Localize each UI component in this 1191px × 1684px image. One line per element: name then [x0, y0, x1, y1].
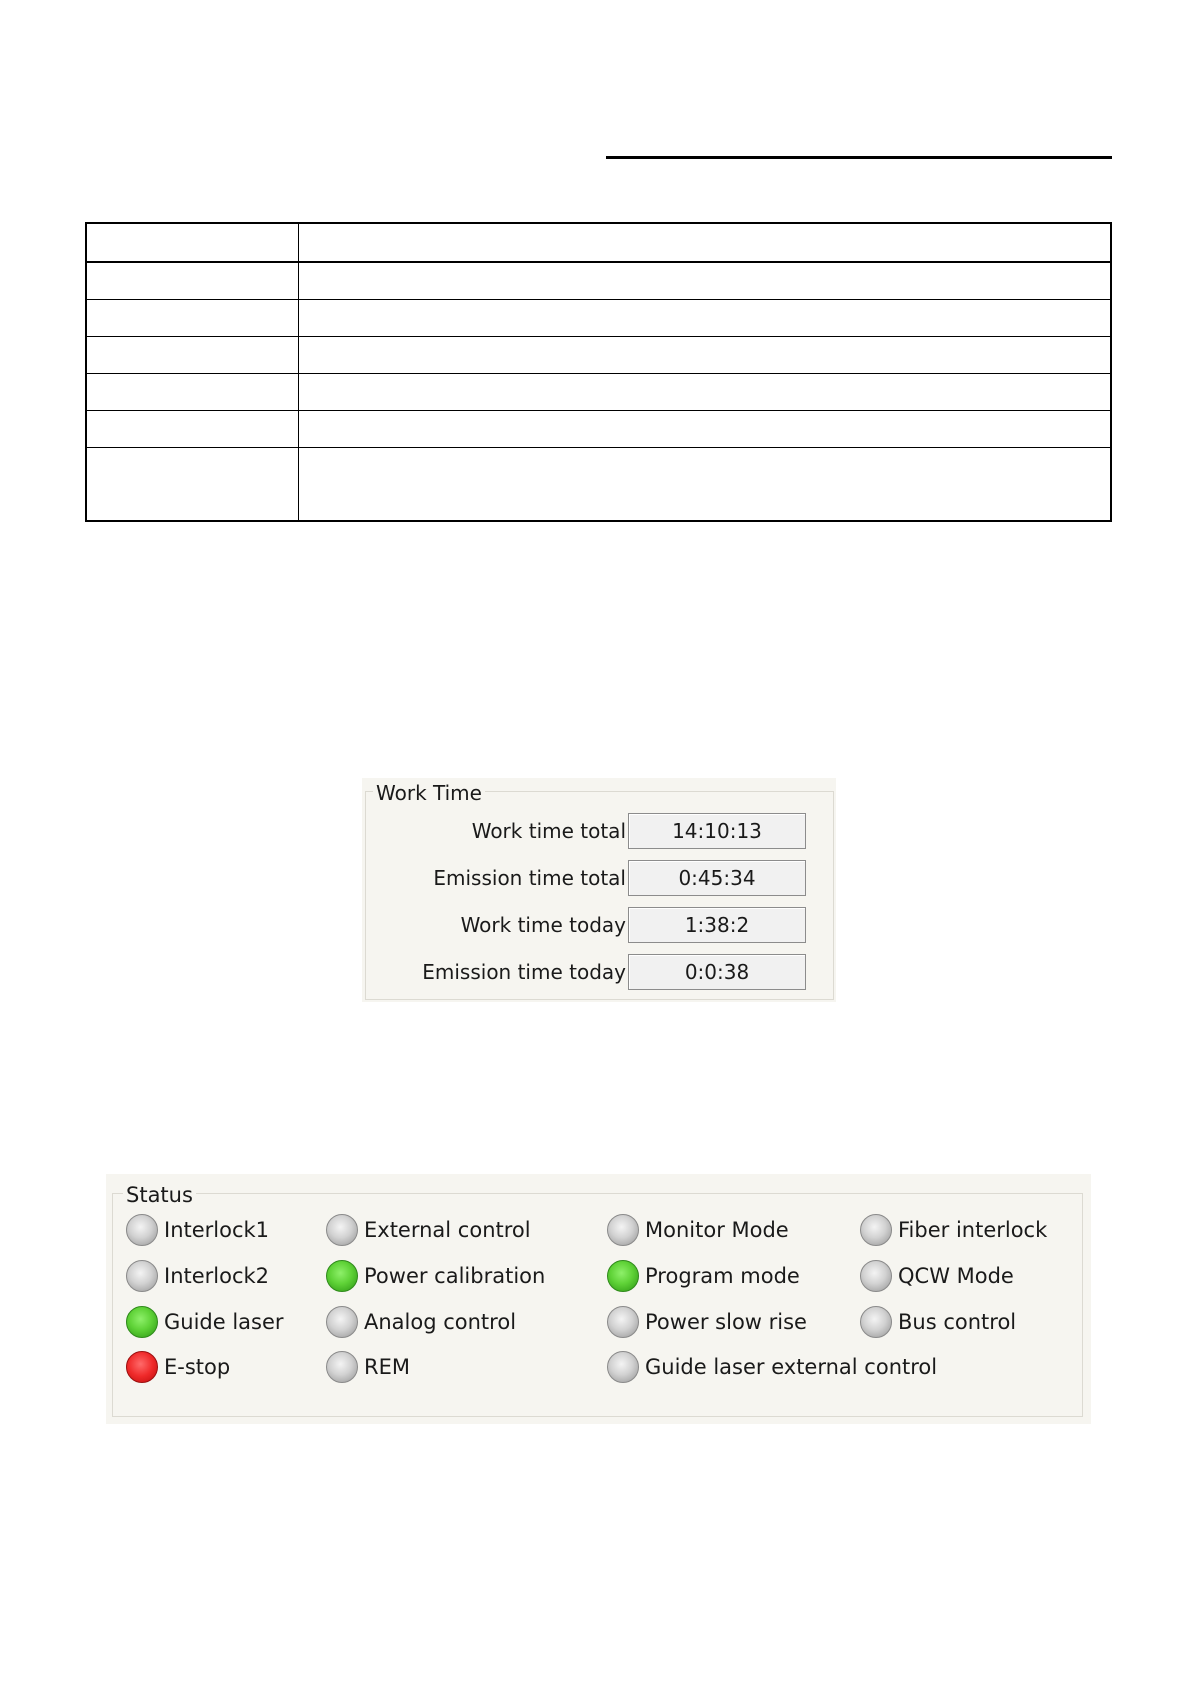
status-led-icon: [860, 1214, 892, 1246]
status-panel: [106, 1174, 1091, 1424]
status-item-guide-laser: [126, 1304, 284, 1340]
table-cell: [299, 411, 1112, 448]
status-label: Power calibration: [364, 1264, 546, 1288]
status-led-icon: [326, 1260, 358, 1292]
status-label: Analog control: [364, 1310, 517, 1334]
emission-time-total-field[interactable]: 0:45:34: [628, 860, 806, 896]
table-cell: [86, 223, 299, 262]
status-item-external-control: [326, 1212, 531, 1248]
table-row: [86, 337, 1111, 374]
work-time-total-label: Work time total: [471, 819, 626, 843]
status-led-icon: [607, 1214, 639, 1246]
status-label: Bus control: [898, 1310, 1017, 1334]
status-led-icon: [126, 1351, 158, 1383]
status-led-icon: [326, 1306, 358, 1338]
table-cell: [299, 448, 1112, 522]
status-item-interlock2: [126, 1258, 269, 1294]
status-item-rem: [326, 1349, 410, 1385]
status-led-icon: [126, 1214, 158, 1246]
status-label: Interlock2: [164, 1264, 270, 1288]
table-cell: [299, 300, 1112, 337]
emission-time-today-row: [362, 954, 836, 990]
status-label: Guide laser: [164, 1310, 284, 1334]
emission-time-total-label: Emission time total: [433, 866, 626, 890]
status-led-icon: [860, 1260, 892, 1292]
table-cell: [86, 448, 299, 522]
status-item-analog-control: [326, 1304, 516, 1340]
work-time-today-field[interactable]: 1:38:2: [628, 907, 806, 943]
work-time-panel: [362, 778, 836, 1002]
table-cell: [299, 374, 1112, 411]
work-time-title: Work Time: [373, 781, 485, 805]
table-cell: [299, 337, 1112, 374]
status-item-bus-control: [860, 1304, 1016, 1340]
status-label: REM: [364, 1355, 410, 1379]
status-item-fiber-interlock: [860, 1212, 1047, 1248]
status-led-icon: [860, 1306, 892, 1338]
status-item-e-stop: [126, 1349, 230, 1385]
status-item-guide-laser-external-control: [607, 1349, 937, 1385]
table-cell: [86, 411, 299, 448]
status-led-icon: [607, 1306, 639, 1338]
status-label: External control: [364, 1218, 531, 1242]
emission-time-today-field[interactable]: 0:0:38: [628, 954, 806, 990]
table-cell: [86, 337, 299, 374]
status-item-qcw-mode: [860, 1258, 1014, 1294]
status-item-power-calibration: [326, 1258, 545, 1294]
status-led-icon: [126, 1306, 158, 1338]
table-cell: [86, 300, 299, 337]
status-item-interlock1: [126, 1212, 269, 1248]
status-led-icon: [326, 1214, 358, 1246]
table-cell: [86, 374, 299, 411]
header-rule: [606, 156, 1112, 159]
status-label: Monitor Mode: [645, 1218, 789, 1242]
table-cell: [299, 223, 1112, 262]
status-label: Power slow rise: [645, 1310, 807, 1334]
status-title: Status: [123, 1182, 196, 1208]
status-item-power-slow-rise: [607, 1304, 807, 1340]
status-label: Program mode: [645, 1264, 800, 1288]
work-time-today-row: [362, 907, 836, 943]
table-cell: [86, 262, 299, 300]
document-table: [85, 222, 1112, 522]
status-label: Fiber interlock: [898, 1218, 1048, 1242]
table-row: [86, 223, 1111, 262]
emission-time-today-label: Emission time today: [422, 960, 626, 984]
work-time-today-label: Work time today: [460, 913, 626, 937]
status-label: Interlock1: [164, 1218, 270, 1242]
status-item-monitor-mode: [607, 1212, 789, 1248]
status-led-icon: [607, 1260, 639, 1292]
status-led-icon: [326, 1351, 358, 1383]
status-label: Guide laser external control: [645, 1355, 938, 1379]
table-row: [86, 411, 1111, 448]
status-item-program-mode: [607, 1258, 800, 1294]
emission-time-total-row: [362, 860, 836, 896]
work-time-total-row: [362, 813, 836, 849]
table-cell: [299, 262, 1112, 300]
status-led-icon: [126, 1260, 158, 1292]
status-label: E-stop: [164, 1355, 231, 1379]
table-row: [86, 448, 1111, 522]
table-row: [86, 300, 1111, 337]
status-label: QCW Mode: [898, 1264, 1014, 1288]
work-time-total-field[interactable]: 14:10:13: [628, 813, 806, 849]
status-led-icon: [607, 1351, 639, 1383]
table-row: [86, 262, 1111, 300]
table-row: [86, 374, 1111, 411]
